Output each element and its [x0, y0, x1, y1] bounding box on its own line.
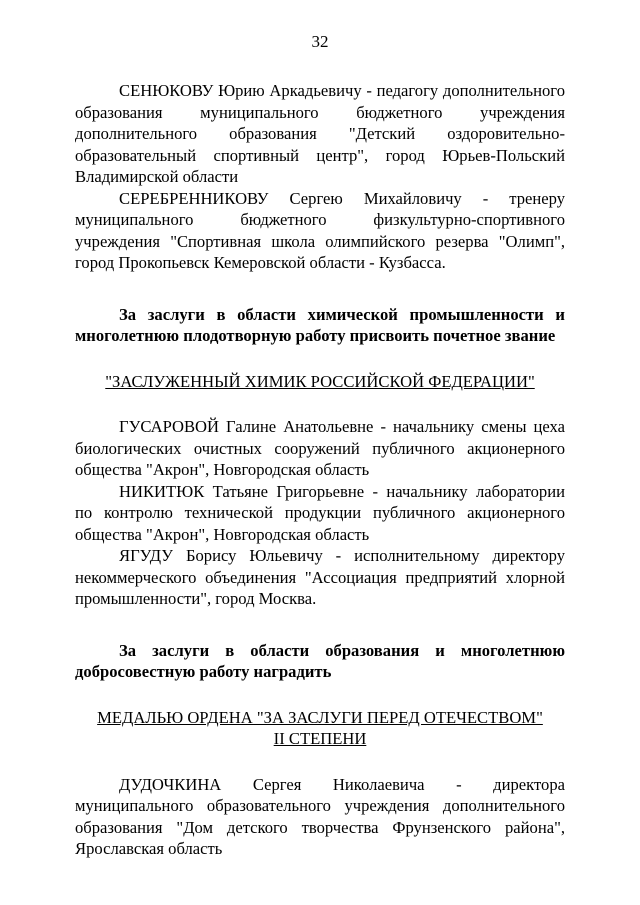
award-title	[75, 371, 565, 393]
award-recipient-entry: ГУСАРОВОЙ Галине Анатольевне - начальнику смены цеха биологических очистных сооружений публичного акционерного общества "Акрон", Новгородская область	[75, 417, 565, 479]
document-body	[75, 80, 565, 860]
award-recipient-entry: НИКИТЮК Татьяне Григорьевне - начальнику лаборатории по контролю технической продукции публичного акционерного общества "Акрон", Новгородская область	[75, 481, 565, 544]
award-title-line: МЕДАЛЬЮ ОРДЕНА "ЗА ЗАСЛУГИ ПЕРЕД ОТЕЧЕСТВОМ"	[97, 707, 543, 727]
award-title-line: "ЗАСЛУЖЕННЫЙ ХИМИК РОССИЙСКОЙ ФЕДЕРАЦИИ"	[105, 371, 535, 391]
award-title	[75, 707, 565, 750]
award-recipient-entry: ДУДОЧКИНА Сергея Николаевича - директора муниципального образовательного учреждения дополнительного образования "Дом детского творчества Фрунзенского района", Ярославская область	[75, 774, 565, 858]
page-number: 32	[311, 32, 329, 51]
section-heading: За заслуги в области химической промышленности и многолетнюю плодотворную работу присвоить почетное звание	[75, 304, 565, 345]
award-recipient-entry: СЕНЮКОВУ Юрию Аркадьевичу - педагогу дополнительного образования муниципального бюджетного учреждения дополнительного образования "Детский оздоровительно-образовательный спортивный центр", город Юрьев-Польский Владимирской области	[75, 81, 565, 186]
section-heading: За заслуги в области образования и многолетнюю добросовестную работу наградить	[75, 640, 565, 681]
award-recipient-entry: ЯГУДУ Борису Юльевичу - исполнительному директору некоммерческого объединения "Ассоциация предприятий хлорной промышленности", город Москва.	[75, 546, 565, 608]
award-recipient-entry: СЕРЕБРЕННИКОВУ Сергею Михайловичу - тренеру муниципального бюджетного физкультурно-спортивного учреждения "Спортивная школа олимпийского резерва "Олимп", город Прокопьевск Кемеровской области - Кузбасса.	[75, 188, 565, 272]
award-title-line: II СТЕПЕНИ	[273, 729, 367, 748]
